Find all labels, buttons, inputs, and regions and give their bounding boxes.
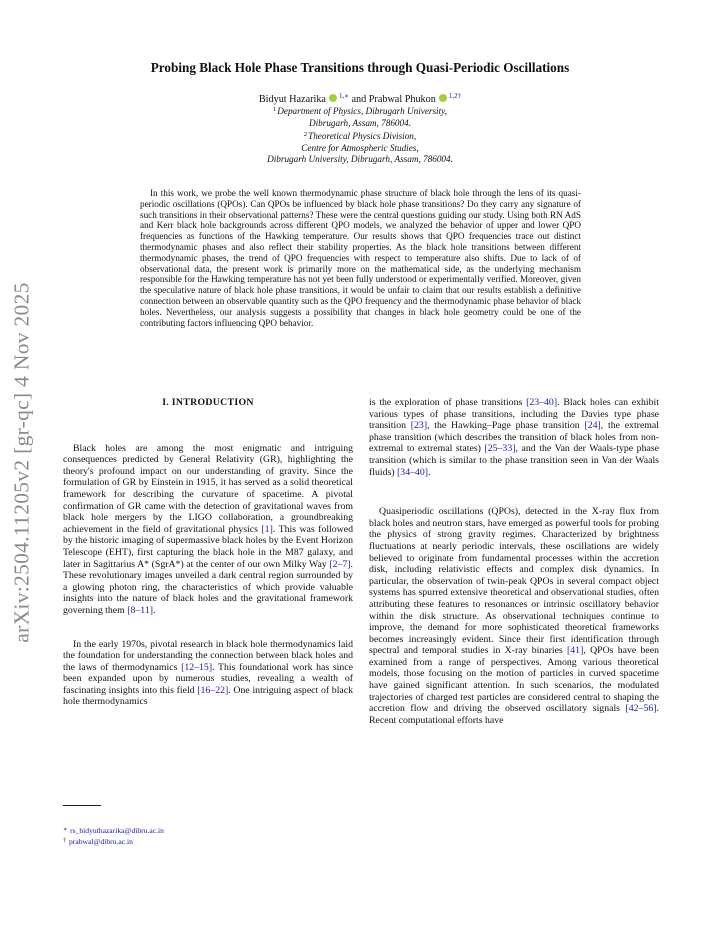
- right-column: [369, 397, 659, 726]
- footnote: [63, 825, 164, 836]
- citation-link[interactable]: [12–15]: [181, 661, 213, 673]
- arxiv-identifier-text: arXiv:2504.11205v2 [gr-qc] 4 Nov 2025: [9, 281, 34, 643]
- citation-link[interactable]: [42–56]: [625, 703, 657, 715]
- citation-link[interactable]: [8–11]: [127, 604, 153, 616]
- footnote-divider: [63, 805, 101, 806]
- intro-paragraph-1: Black holes are among the most enigmatic and intriguing consequences predicted by General Relativity (GR), highlighting the theory's profound impact on our understanding of gravity. Since the formulation of GR by Einstein in 1915, it has served as a solid theoretical framework for describing the curvature of spacetime. A pivotal confirmation of GR came with the detection of gravitational waves from black hole mergers by the LIGO collaboration, a groundbreaking achievement in the field of gravitational physics [1]. This was followed by the historic imaging of supermassive black holes by the Event Horizon Telescope (EHT), first capturing the black hole in the M87 galaxy, and later in Sagittarius A* (SgrA*) at the center of our own Milky Way [2–7]. These revolutionary images unveiled a dark central region surrounded by a glowing photon ring, the characteristics of which provide valuable insights into the nature of black holes and the gravitational framework governing them [8–11].: [63, 442, 354, 616]
- author-affiliation-marker[interactable]: 1,∗: [338, 92, 349, 100]
- citation-link[interactable]: [23]: [410, 420, 428, 432]
- affiliation-line: Centre for Atmospheric Studies,: [301, 142, 419, 153]
- paper-title: Probing Black Hole Phase Transitions through Quasi-Periodic Oscillations: [150, 60, 570, 75]
- affiliation-line: Dibrugarh University, Dibrugarh, Assam, 786004.: [267, 154, 453, 165]
- author-name: Prabwal Phukon: [368, 94, 436, 105]
- citation-link[interactable]: [23–40]: [526, 397, 558, 408]
- author-separator: and: [351, 94, 367, 105]
- orcid-icon[interactable]: [329, 94, 337, 102]
- citation-link[interactable]: [25–33]: [484, 443, 516, 455]
- footnotes: [63, 825, 164, 847]
- footnote-marker: †: [63, 838, 66, 844]
- affiliation-line: Department of Physics, Dibrugarh University,: [277, 106, 448, 116]
- footnote: [63, 836, 164, 847]
- intro-paragraph-3: Quasiperiodic oscillations (QPOs), detected in the X-ray flux from black holes and neutron stars, have emerged as powerful tools for probing the physics of strong gravity regimes. Characterized by brightness fluctuations at nearly periodic intervals, these oscillations are widely believed to originate from fundamental processes within the accretion disk, including relativistic effects and complex disk dynamics. In particular, the observation of twin-peak QPOs in several compact object systems has spurred extensive theoretical and observational studies, often attributing these features to resonances or intrinsic oscillatory behavior within the disk structure. As observational techniques continue to improve, the demand for more sophisticated theoretical frameworks becomes increasingly evident. Since their first identification through spectral and temporal studies in X-ray binaries [41], QPOs have been examined from a range of perspectives. Among various theoretical models, those focusing on the motion of particles in curved spacetime have gained significant attention. In such scenarios, the modulated trajectories of charged test particles are considered central to shaping the accretion flow and driving the observed oscillatory signals [42–56]. Recent computational efforts have: [369, 506, 659, 726]
- email-link[interactable]: prabwal@dibru.ac.in: [69, 837, 133, 846]
- affiliation-line: Dibrugarh, Assam, 786004.: [308, 117, 411, 128]
- intro-paragraph-2-continued: is the exploration of phase transitions [23–40]. Black holes can exhibit various types of phase transitions, including the Davies type phase transition [23], the Hawking–Page phase transition [24], the extremal phase transition (which describes the transition of black holes from non-extremal to extremal states) [25–33], and the Van der Waals-type phase transition (which is similar to the phase transition seen in Van der Waals fluids) [34–40].: [369, 397, 659, 478]
- section-heading-introduction: I. INTRODUCTION: [162, 397, 254, 408]
- citation-link[interactable]: [1]: [261, 523, 273, 535]
- email-link[interactable]: rs_bidyuthazarika@dibru.ac.in: [70, 826, 164, 835]
- citation-link[interactable]: [41]: [567, 645, 584, 657]
- author-affiliation-marker[interactable]: 1,2†: [448, 92, 462, 100]
- citation-link[interactable]: [24]: [584, 420, 601, 432]
- arxiv-identifier-stamp: [4, 262, 40, 662]
- citation-link[interactable]: [2–7]: [329, 558, 351, 570]
- affiliation-number: 2: [303, 131, 308, 139]
- affiliation-number: 1: [272, 106, 277, 113]
- affiliation-line: Theoretical Physics Division,: [308, 131, 417, 142]
- abstract-text: In this work, we probe the well known thermodynamic phase structure of black hole through the lens of its quasi-periodic oscillations (QPOs). Can QPOs be influenced by black hole phase transitions? Do they carry any signature of such transitions in their observational patterns? These were the central questions guiding our study. Using both RN AdS and Kerr black hole backgrounds across different QPO models, we analyzed the behavior of upper and lower QPO frequencies as functions of the Hawking temperature. Our results shows that QPO frequencies trace out distinct thermodynamic phases and also reflect their stability properties. As the black hole transitions between different thermodynamic phases, the trend of QPO frequencies with respect to temperature also shifts. Due to lack of of observational data, the present work is primarily more on the mathematical side, as the underlying mechanism responsible for the Hawking temperature has not yet been fully understood or experimentally verified. Moreover, given the speculative nature of black hole phase transitions, it would be unfair to claim that our results establish a definitive connection between an observable quantity such as the QPO frequency and the thermodynamic phase behavior of black holes. Nevertheless, our analysis suggests a possibility that changes in black hole geometry could be one of the contributing factors influencing QPO behavior.: [140, 188, 581, 328]
- citation-link[interactable]: [34–40]: [397, 466, 429, 478]
- affiliations: [80, 104, 640, 166]
- author-name: Bidyut Hazarika: [258, 94, 326, 105]
- left-column: [63, 397, 353, 708]
- footnote-marker: ∗: [63, 827, 68, 833]
- intro-paragraph-2: In the early 1970s, pivotal research in black hole thermodynamics laid the foundation for understanding the connection between black holes and the laws of thermodynamics [12–15]. This foundational work has since been expanded upon by numerous studies, revealing a wealth of fascinating insights into this field [16–22]. One intriguing aspect of black hole thermodynamics: [63, 638, 354, 708]
- orcid-icon[interactable]: [439, 94, 447, 102]
- citation-link[interactable]: [16–22]: [197, 684, 229, 696]
- abstract: [140, 188, 581, 328]
